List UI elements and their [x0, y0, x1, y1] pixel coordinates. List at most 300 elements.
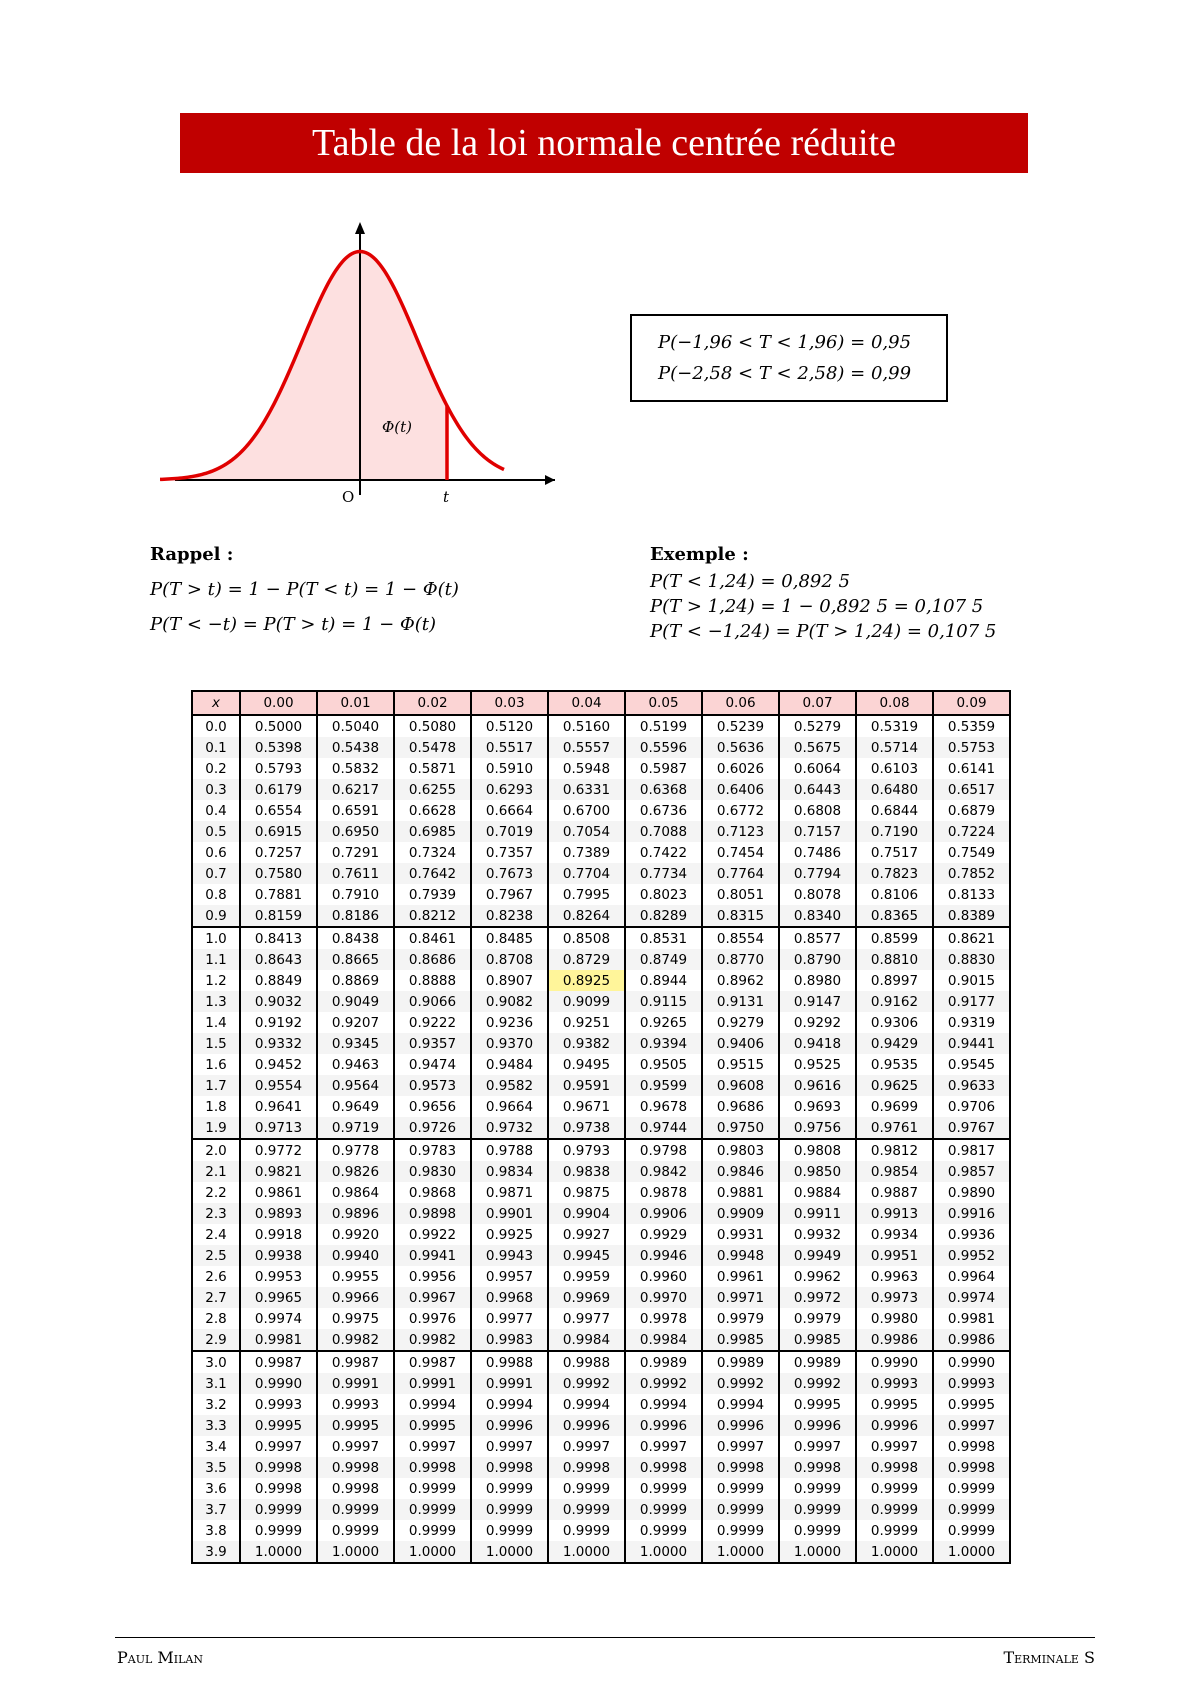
table-cell: 0.8508: [548, 927, 625, 949]
table-cell: 0.9147: [779, 991, 856, 1012]
table-cell: 0.9998: [933, 1457, 1010, 1478]
row-header: 2.6: [192, 1266, 240, 1287]
normal-distribution-table: [191, 690, 1011, 1564]
table-cell: 0.9890: [933, 1182, 1010, 1203]
table-cell: 0.9995: [240, 1415, 317, 1436]
table-cell: 0.9951: [856, 1245, 933, 1266]
table-cell: 0.9838: [548, 1161, 625, 1182]
table-row: [192, 1182, 1010, 1203]
table-row: [192, 1287, 1010, 1308]
table-cell: 0.8159: [240, 905, 317, 927]
table-cell: 0.7580: [240, 863, 317, 884]
column-header: 0.05: [625, 691, 702, 715]
table-cell: 0.8997: [856, 970, 933, 991]
table-cell: 0.9949: [779, 1245, 856, 1266]
table-cell: 0.6772: [702, 800, 779, 821]
table-cell: 0.9732: [471, 1117, 548, 1139]
table-cell: 0.7257: [240, 842, 317, 863]
table-cell: 0.9977: [471, 1308, 548, 1329]
table-cell: 0.8461: [394, 927, 471, 949]
table-cell: 0.9970: [625, 1287, 702, 1308]
table-cell: 0.5557: [548, 737, 625, 758]
table-cell: 0.9940: [317, 1245, 394, 1266]
table-cell: 0.9608: [702, 1075, 779, 1096]
table-row: [192, 1520, 1010, 1541]
table-cell: 0.7054: [548, 821, 625, 842]
table-cell: 0.6026: [702, 758, 779, 779]
table-cell: 0.7088: [625, 821, 702, 842]
table-cell: 0.9999: [779, 1499, 856, 1520]
column-header: 0.08: [856, 691, 933, 715]
table-row: [192, 779, 1010, 800]
table-cell: 0.9495: [548, 1054, 625, 1075]
table-cell: 0.9998: [702, 1457, 779, 1478]
table-cell: 0.9904: [548, 1203, 625, 1224]
table-cell: 0.9986: [933, 1329, 1010, 1351]
table-cell: 0.9505: [625, 1054, 702, 1075]
table-cell: 0.9996: [856, 1415, 933, 1436]
table-cell: 0.9803: [702, 1139, 779, 1161]
row-header: 0.3: [192, 779, 240, 800]
table-cell: 0.9441: [933, 1033, 1010, 1054]
table-cell: 1.0000: [856, 1541, 933, 1563]
table-cell: 0.9998: [317, 1478, 394, 1499]
table-cell: 0.9911: [779, 1203, 856, 1224]
table-cell: 0.8686: [394, 949, 471, 970]
table-row: [192, 1457, 1010, 1478]
table-cell: 0.9996: [779, 1415, 856, 1436]
table-cell: 0.9545: [933, 1054, 1010, 1075]
table-cell: 0.7995: [548, 884, 625, 905]
table-cell: 0.9999: [394, 1478, 471, 1499]
row-header: 2.1: [192, 1161, 240, 1182]
table-cell: 0.9995: [779, 1394, 856, 1415]
table-cell: 0.9875: [548, 1182, 625, 1203]
table-cell: 0.9952: [933, 1245, 1010, 1266]
row-header: 2.8: [192, 1308, 240, 1329]
table-cell: 0.9988: [471, 1351, 548, 1373]
table-cell: 0.9967: [394, 1287, 471, 1308]
table-cell: 0.8665: [317, 949, 394, 970]
row-header: 2.2: [192, 1182, 240, 1203]
column-header: 0.03: [471, 691, 548, 715]
table-cell: 0.8531: [625, 927, 702, 949]
table-cell: 0.9997: [317, 1436, 394, 1457]
table-cell: 0.9999: [548, 1478, 625, 1499]
table-cell: 0.5438: [317, 737, 394, 758]
table-row: [192, 1541, 1010, 1563]
table-cell: 0.9236: [471, 1012, 548, 1033]
table-cell: 1.0000: [317, 1541, 394, 1563]
table-cell: 0.9990: [856, 1351, 933, 1373]
table-cell: 0.9997: [240, 1436, 317, 1457]
normal-curve-figure: [160, 210, 560, 510]
table-cell: 0.9925: [471, 1224, 548, 1245]
table-cell: 0.6141: [933, 758, 1010, 779]
table-cell: 0.5359: [933, 715, 1010, 737]
table-cell: 0.8186: [317, 905, 394, 927]
table-cell: 0.5478: [394, 737, 471, 758]
table-cell: 1.0000: [625, 1541, 702, 1563]
table-cell: 0.9898: [394, 1203, 471, 1224]
table-cell: 0.9961: [702, 1266, 779, 1287]
table-cell: 0.8749: [625, 949, 702, 970]
table-row: [192, 1033, 1010, 1054]
table-cell: 0.5636: [702, 737, 779, 758]
table-cell: 0.5675: [779, 737, 856, 758]
table-cell: 0.9382: [548, 1033, 625, 1054]
table-cell: 0.9992: [625, 1373, 702, 1394]
table-cell: 0.6879: [933, 800, 1010, 821]
table-cell: 0.6103: [856, 758, 933, 779]
table-cell: 0.9941: [394, 1245, 471, 1266]
table-cell: 0.9998: [471, 1457, 548, 1478]
table-cell: 0.9959: [548, 1266, 625, 1287]
table-cell: 0.9991: [394, 1373, 471, 1394]
table-cell: 0.9484: [471, 1054, 548, 1075]
table-cell: 0.9975: [317, 1308, 394, 1329]
table-cell: 0.8962: [702, 970, 779, 991]
table-cell: 0.9861: [240, 1182, 317, 1203]
row-header: 0.6: [192, 842, 240, 863]
table-cell: 0.9936: [933, 1224, 1010, 1245]
table-cell: 0.6255: [394, 779, 471, 800]
table-cell: 0.9066: [394, 991, 471, 1012]
table-cell: 0.9997: [548, 1436, 625, 1457]
table-cell: 0.9972: [779, 1287, 856, 1308]
row-header: 3.0: [192, 1351, 240, 1373]
table-cell: 0.9857: [933, 1161, 1010, 1182]
table-cell: 0.9719: [317, 1117, 394, 1139]
table-row: [192, 1351, 1010, 1373]
table-cell: 0.5120: [471, 715, 548, 737]
table-cell: 0.9525: [779, 1054, 856, 1075]
table-cell: 0.9979: [779, 1308, 856, 1329]
table-cell: 0.8907: [471, 970, 548, 991]
table-cell: 0.9999: [856, 1520, 933, 1541]
table-cell: 0.9999: [317, 1499, 394, 1520]
table-cell: 0.9981: [240, 1329, 317, 1351]
table-row: [192, 1054, 1010, 1075]
row-header: 3.9: [192, 1541, 240, 1563]
table-cell: 0.9989: [702, 1351, 779, 1373]
table-cell: 0.9997: [394, 1436, 471, 1457]
table-cell: 0.6064: [779, 758, 856, 779]
table-cell: 0.9998: [548, 1457, 625, 1478]
rappel-line-2: P(T < −t) = P(T > t) = 1 − Φ(t): [150, 614, 436, 635]
row-header: 3.6: [192, 1478, 240, 1499]
table-cell: 0.9429: [856, 1033, 933, 1054]
table-cell: 0.8389: [933, 905, 1010, 927]
table-cell: 0.9846: [702, 1161, 779, 1182]
table-cell: 0.9535: [856, 1054, 933, 1075]
table-cell: 0.8577: [779, 927, 856, 949]
table-cell: 0.9418: [779, 1033, 856, 1054]
table-cell: 0.9999: [702, 1478, 779, 1499]
table-row: [192, 1266, 1010, 1287]
table-cell: 0.8980: [779, 970, 856, 991]
table-cell: 0.9222: [394, 1012, 471, 1033]
table-cell: 0.9997: [471, 1436, 548, 1457]
table-cell: 0.5000: [240, 715, 317, 737]
table-cell: 0.7324: [394, 842, 471, 863]
table-cell: 0.9842: [625, 1161, 702, 1182]
table-cell: 0.9973: [856, 1287, 933, 1308]
table-cell: 0.9251: [548, 1012, 625, 1033]
table-cell: 0.9761: [856, 1117, 933, 1139]
table-row: [192, 949, 1010, 970]
table-cell: 0.8485: [471, 927, 548, 949]
table-row: [192, 1224, 1010, 1245]
table-cell: 0.5596: [625, 737, 702, 758]
table-cell: 0.7764: [702, 863, 779, 884]
table-row: [192, 1245, 1010, 1266]
table-row: [192, 1394, 1010, 1415]
table-cell: 0.9992: [702, 1373, 779, 1394]
table-cell: 0.5279: [779, 715, 856, 737]
table-cell: 0.9999: [933, 1499, 1010, 1520]
table-cell: 0.9986: [856, 1329, 933, 1351]
table-cell: 0.9878: [625, 1182, 702, 1203]
table-row: [192, 1436, 1010, 1457]
exemple-line-2: P(T > 1,24) = 1 − 0,892 5 = 0,107 5: [650, 596, 984, 617]
table-cell: 0.7823: [856, 863, 933, 884]
row-header: 1.3: [192, 991, 240, 1012]
table-cell: 0.8944: [625, 970, 702, 991]
table-cell: 0.9893: [240, 1203, 317, 1224]
table-cell: 0.9991: [471, 1373, 548, 1394]
table-cell: 0.8106: [856, 884, 933, 905]
row-header: 1.5: [192, 1033, 240, 1054]
footer-author: Paul Milan: [117, 1648, 203, 1667]
table-cell: 0.9971: [702, 1287, 779, 1308]
table-cell: 0.9993: [933, 1373, 1010, 1394]
table-cell: 0.9306: [856, 1012, 933, 1033]
table-cell: 0.7794: [779, 863, 856, 884]
table-cell: 1.0000: [394, 1541, 471, 1563]
table-cell: 0.9996: [625, 1415, 702, 1436]
row-header: 2.9: [192, 1329, 240, 1351]
table-cell: 0.7422: [625, 842, 702, 863]
table-cell: 0.8264: [548, 905, 625, 927]
table-cell: 0.9906: [625, 1203, 702, 1224]
table-cell: 0.8078: [779, 884, 856, 905]
table-cell: 0.9989: [625, 1351, 702, 1373]
table-cell: 0.9969: [548, 1287, 625, 1308]
table-cell: 0.5753: [933, 737, 1010, 758]
table-cell: 0.6217: [317, 779, 394, 800]
table-cell: 0.9887: [856, 1182, 933, 1203]
table-cell: 0.9943: [471, 1245, 548, 1266]
table-cell: 0.9999: [471, 1478, 548, 1499]
table-cell: 0.7157: [779, 821, 856, 842]
table-cell: 0.7967: [471, 884, 548, 905]
table-cell: 0.9948: [702, 1245, 779, 1266]
table-cell: 0.9998: [933, 1436, 1010, 1457]
row-header: 3.8: [192, 1520, 240, 1541]
table-cell: 0.9854: [856, 1161, 933, 1182]
table-cell: 0.9864: [317, 1182, 394, 1203]
table-cell: 0.7673: [471, 863, 548, 884]
table-cell: 1.0000: [240, 1541, 317, 1563]
table-cell: 0.9693: [779, 1096, 856, 1117]
table-cell: 0.8925: [548, 970, 625, 991]
table-cell: 0.9871: [471, 1182, 548, 1203]
table-cell: 0.9998: [625, 1457, 702, 1478]
table-cell: 0.9994: [702, 1394, 779, 1415]
table-cell: 0.9966: [317, 1287, 394, 1308]
rappel-heading: Rappel :: [150, 544, 234, 565]
row-header: 1.8: [192, 1096, 240, 1117]
table-cell: 0.9370: [471, 1033, 548, 1054]
column-header: 0.04: [548, 691, 625, 715]
table-cell: 0.9927: [548, 1224, 625, 1245]
footer-divider: [115, 1637, 1095, 1638]
table-cell: 0.9830: [394, 1161, 471, 1182]
table-cell: 0.9913: [856, 1203, 933, 1224]
table-cell: 0.5832: [317, 758, 394, 779]
table-cell: 0.9976: [394, 1308, 471, 1329]
table-cell: 0.9099: [548, 991, 625, 1012]
table-row: [192, 1075, 1010, 1096]
table-row: [192, 863, 1010, 884]
table-cell: 0.9515: [702, 1054, 779, 1075]
column-header: 0.01: [317, 691, 394, 715]
row-header: 3.7: [192, 1499, 240, 1520]
table-cell: 0.6664: [471, 800, 548, 821]
table-row: [192, 970, 1010, 991]
table-cell: 0.6443: [779, 779, 856, 800]
column-header: 0.02: [394, 691, 471, 715]
table-row: [192, 927, 1010, 949]
row-header: 0.5: [192, 821, 240, 842]
table-cell: 0.9932: [779, 1224, 856, 1245]
table-cell: 0.9032: [240, 991, 317, 1012]
table-cell: 0.9345: [317, 1033, 394, 1054]
table-cell: 0.9987: [240, 1351, 317, 1373]
table-cell: 0.9999: [625, 1478, 702, 1499]
table-cell: 0.9995: [856, 1394, 933, 1415]
row-header: 3.3: [192, 1415, 240, 1436]
rappel-section: [150, 544, 459, 649]
table-cell: 0.9793: [548, 1139, 625, 1161]
table-cell: 0.9929: [625, 1224, 702, 1245]
table-cell: 0.6915: [240, 821, 317, 842]
table-row: [192, 991, 1010, 1012]
table-cell: 0.9463: [317, 1054, 394, 1075]
table-row: [192, 1373, 1010, 1394]
table-cell: 0.9999: [702, 1499, 779, 1520]
table-cell: 0.9767: [933, 1117, 1010, 1139]
table-cell: 0.9993: [240, 1394, 317, 1415]
table-cell: 0.6368: [625, 779, 702, 800]
table-cell: 0.9319: [933, 1012, 1010, 1033]
table-cell: 0.9744: [625, 1117, 702, 1139]
table-cell: 0.9265: [625, 1012, 702, 1033]
table-cell: 0.9987: [394, 1351, 471, 1373]
table-row: [192, 905, 1010, 927]
table-cell: 0.9998: [779, 1457, 856, 1478]
table-cell: 0.9192: [240, 1012, 317, 1033]
table-cell: 0.8238: [471, 905, 548, 927]
footer-class: Terminale S: [1003, 1648, 1095, 1667]
table-cell: 0.8830: [933, 949, 1010, 970]
table-cell: 0.8212: [394, 905, 471, 927]
table-cell: 0.9999: [702, 1520, 779, 1541]
table-row: [192, 1499, 1010, 1520]
table-row: [192, 800, 1010, 821]
table-cell: 0.9995: [317, 1415, 394, 1436]
table-cell: 1.0000: [779, 1541, 856, 1563]
table-cell: 0.9998: [856, 1457, 933, 1478]
table-cell: 0.9985: [779, 1329, 856, 1351]
table-cell: 0.9982: [394, 1329, 471, 1351]
table-cell: 0.8315: [702, 905, 779, 927]
table-cell: 0.6700: [548, 800, 625, 821]
table-cell: 0.9931: [702, 1224, 779, 1245]
table-cell: 0.8790: [779, 949, 856, 970]
row-header: 1.9: [192, 1117, 240, 1139]
table-cell: 0.9115: [625, 991, 702, 1012]
table-cell: 0.9554: [240, 1075, 317, 1096]
table-cell: 0.9988: [548, 1351, 625, 1373]
table-cell: 0.9292: [779, 1012, 856, 1033]
row-header: 1.1: [192, 949, 240, 970]
table-cell: 0.7190: [856, 821, 933, 842]
table-cell: 0.7357: [471, 842, 548, 863]
table-cell: 0.6517: [933, 779, 1010, 800]
table-row: [192, 821, 1010, 842]
table-cell: 0.5910: [471, 758, 548, 779]
table-cell: 0.9999: [856, 1499, 933, 1520]
table-row: [192, 758, 1010, 779]
table-cell: 0.6736: [625, 800, 702, 821]
table-row: [192, 1139, 1010, 1161]
row-header: 2.3: [192, 1203, 240, 1224]
table-cell: 0.6331: [548, 779, 625, 800]
table-cell: 0.9999: [240, 1499, 317, 1520]
table-cell: 0.8708: [471, 949, 548, 970]
table-cell: 0.9960: [625, 1266, 702, 1287]
table-cell: 0.9955: [317, 1266, 394, 1287]
table-cell: 0.7019: [471, 821, 548, 842]
table-cell: 0.7389: [548, 842, 625, 863]
table-cell: 0.8770: [702, 949, 779, 970]
table-cell: 0.5793: [240, 758, 317, 779]
table-cell: 0.9993: [317, 1394, 394, 1415]
table-cell: 0.9850: [779, 1161, 856, 1182]
table-cell: 0.9987: [317, 1351, 394, 1373]
table-cell: 0.9990: [933, 1351, 1010, 1373]
table-cell: 0.5319: [856, 715, 933, 737]
table-cell: 0.9999: [933, 1520, 1010, 1541]
table-cell: 0.9817: [933, 1139, 1010, 1161]
table-cell: 0.9999: [317, 1520, 394, 1541]
table-cell: 0.9999: [394, 1520, 471, 1541]
exemple-heading: Exemple :: [650, 544, 749, 565]
table-cell: 0.9999: [548, 1520, 625, 1541]
table-row: [192, 842, 1010, 863]
table-cell: 0.9357: [394, 1033, 471, 1054]
table-cell: 0.9999: [625, 1499, 702, 1520]
table-cell: 0.9750: [702, 1117, 779, 1139]
table-cell: 0.6406: [702, 779, 779, 800]
table-cell: 0.6844: [856, 800, 933, 821]
table-cell: 1.0000: [933, 1541, 1010, 1563]
table-cell: 0.8849: [240, 970, 317, 991]
table-cell: 0.9625: [856, 1075, 933, 1096]
table-cell: 0.9989: [779, 1351, 856, 1373]
